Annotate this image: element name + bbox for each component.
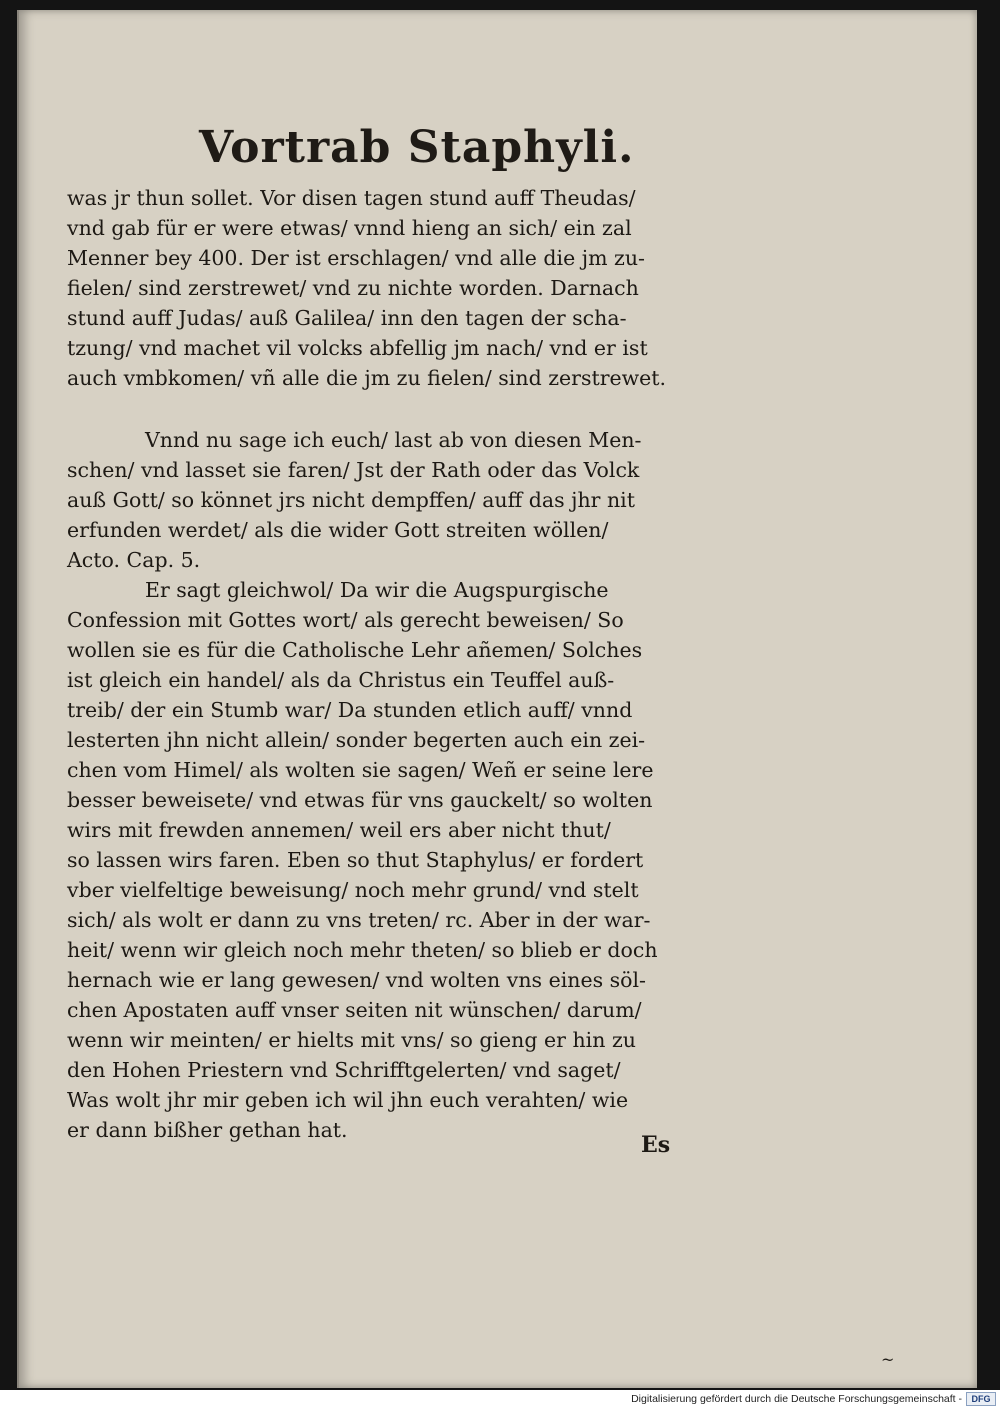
text-line: ist gleich ein handel/ als da Christus ein Teuffel auß- (67, 668, 615, 692)
text-line: tzung/ vnd machet vil volcks abfellig jm nach/ vnd er ist (67, 336, 648, 360)
text-line: Er sagt gleichwol/ Da wir die Augspurgische (145, 578, 609, 602)
text-line: sich/ als wolt er dann zu vns treten/ rc. Aber in der war- (67, 908, 651, 932)
text-line: treib/ der ein Stumb war/ Da stunden etlich auff/ vnnd (67, 698, 633, 722)
text-line: stund auff Judas/ auß Galilea/ inn den tagen der scha- (67, 306, 627, 330)
dfg-logo: DFG (966, 1392, 996, 1406)
text-line: auß Gott/ so könnet jrs nicht dempffen/ auff das jhr nit (67, 488, 635, 512)
book-page (17, 10, 977, 1388)
text-line: so lassen wirs faren. Eben so thut Staphylus/ er fordert (67, 848, 644, 872)
text-line: lesterten jhn nicht allein/ sonder begerten auch ein zei- (67, 728, 646, 752)
text-line: Was wolt jhr mir geben ich wil jhn euch verahten/ wie (67, 1088, 629, 1112)
text-line: Menner bey 400. Der ist erschlagen/ vnd alle die jm zu- (67, 246, 645, 270)
text-line: vber vielfeltige beweisung/ noch mehr grund/ vnd stelt (67, 878, 639, 902)
text-line: hernach wie er lang gewesen/ vnd wolten vns eines söl- (67, 968, 646, 992)
ink-mark: ~ (881, 1350, 895, 1369)
text-line: er dann bißher gethan hat. (67, 1118, 348, 1142)
funding-notice: Digitalisierung gefördert durch die Deutsche Forschungsgemeinschaft - (631, 1393, 962, 1405)
text-line: erfunden werdet/ als die wider Gott streiten wöllen/ (67, 518, 609, 542)
footer-bar (0, 1390, 1000, 1409)
text-line: Vnnd nu sage ich euch/ last ab von diesen Men- (145, 428, 642, 452)
text-line: fielen/ sind zerstrewet/ vnd zu nichte worden. Darnach (67, 276, 639, 300)
catchword: Es (641, 1132, 671, 1158)
text-line: Acto. Cap. 5. (67, 548, 201, 572)
text-line: auch vmbkomen/ vñ alle die jm zu fielen/ sind zerstrewet. (67, 366, 667, 390)
text-line: was jr thun sollet. Vor disen tagen stund auff Theudas/ (67, 186, 636, 210)
text-line: heit/ wenn wir gleich noch mehr theten/ so blieb er doch (67, 938, 658, 962)
text-line: wirs mit frewden annemen/ weil ers aber nicht thut/ (67, 818, 611, 842)
text-line: wollen sie es für die Catholische Lehr añemen/ Solches (67, 638, 643, 662)
text-line: Confession mit Gottes wort/ als gerecht beweisen/ So (67, 608, 624, 632)
text-line: besser beweisete/ vnd etwas für vns gauckelt/ so wolten (67, 788, 653, 812)
text-line: schen/ vnd lasset sie faren/ Jst der Rath oder das Volck (67, 458, 640, 482)
text-line: den Hohen Priestern vnd Schrifftgelerten/ vnd saget/ (67, 1058, 621, 1082)
text-line: chen vom Himel/ als wolten sie sagen/ Weñ er seine lere (67, 758, 654, 782)
text-line: wenn wir meinten/ er hielts mit vns/ so gieng er hin zu (67, 1028, 636, 1052)
text-line: chen Apostaten auff vnser seiten nit wünschen/ darum/ (67, 998, 642, 1022)
text-line: vnd gab für er were etwas/ vnnd hieng an sich/ ein zal (67, 216, 632, 240)
page-heading: Vortrab Staphyli. (199, 122, 635, 173)
